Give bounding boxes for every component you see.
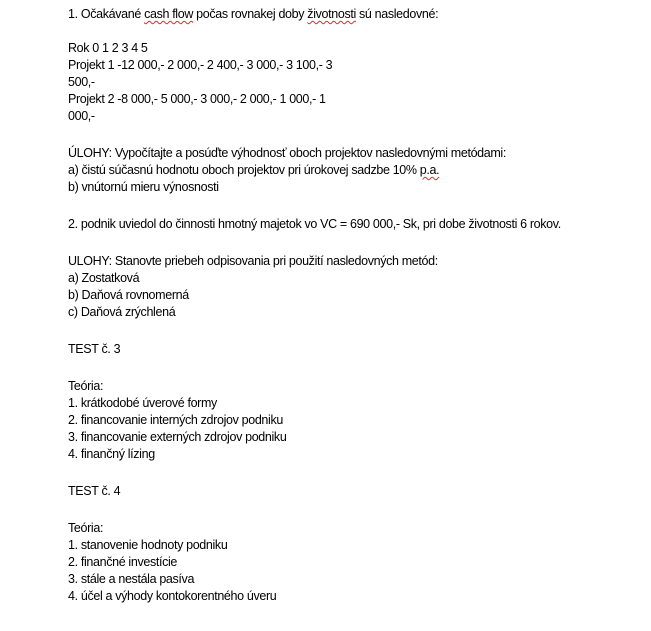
test3-item: 4. finančný lízing — [68, 447, 155, 461]
test3-item: 1. krátkodobé úverové formy — [68, 396, 217, 410]
test4-theory-label: Teória: — [68, 521, 104, 535]
method-item: c) Daňová zrýchlená — [68, 305, 176, 319]
task2-statement: 2. podnik uviedol do činnosti hmotný majetok vo VC = 690 000,- Sk, pri dobe životnosti 6 rokov. — [68, 217, 561, 231]
test3-title: TEST č. 3 — [68, 342, 121, 356]
test3-item: 3. financovanie externých zdrojov podniku — [68, 430, 287, 444]
test4-item: 2. finančné investície — [68, 555, 178, 569]
task2-tasks-heading: ULOHY: Stanovte priebeh odpisovania pri použití nasledovných metód: — [68, 254, 438, 268]
spellcheck-flag-zivotnosti: životnosti — [307, 7, 356, 21]
task1-heading-mid: počas rovnakej doby — [193, 7, 308, 21]
test4-item: 4. účel a výhody kontokorentného úveru — [68, 589, 277, 603]
spellcheck-flag-pa: p.a. — [419, 163, 440, 177]
cashflow-line: Projekt 1 -12 000,- 2 000,- 2 400,- 3 000,- 3 100,- 3 — [68, 58, 333, 72]
cashflow-table — [68, 40, 643, 125]
spellcheck-flag-cash-flow: cash flow — [144, 7, 194, 21]
method-item: a) Zostatková — [68, 271, 140, 285]
method-item: b) Daňová rovnomerná — [68, 288, 189, 302]
cashflow-line: Projekt 2 -8 000,- 5 000,- 3 000,- 2 000,- 1 000,- 1 — [68, 92, 326, 106]
task1-item-a — [68, 162, 643, 179]
task1-heading — [68, 6, 643, 23]
cashflow-line: 500,- — [68, 75, 95, 89]
task1-item-b: b) vnútornú mieru výnosnosti — [68, 180, 219, 194]
task1-item-a-text: a) čistú súčasnú hodnotu oboch projektov pri úrokovej sadzbe 10% — [68, 163, 420, 177]
test4-item: 3. stále a nestála pasíva — [68, 572, 195, 586]
cashflow-line: Rok 0 1 2 3 4 5 — [68, 41, 148, 55]
cashflow-line: 000,- — [68, 109, 95, 123]
test3-theory-label: Teória: — [68, 379, 104, 393]
document-page — [68, 6, 643, 605]
task1-tasks-heading: ÚLOHY: Vypočítajte a posúďte výhodnosť oboch projektov nasledovnými metódami: — [68, 146, 506, 160]
test4-title: TEST č. 4 — [68, 484, 121, 498]
task1-heading-post: sú nasledovné: — [355, 7, 439, 21]
test4-item: 1. stanovenie hodnoty podniku — [68, 538, 228, 552]
test3-item: 2. financovanie interných zdrojov podniku — [68, 413, 283, 427]
task1-heading-pre: 1. Očakávané — [68, 7, 145, 21]
